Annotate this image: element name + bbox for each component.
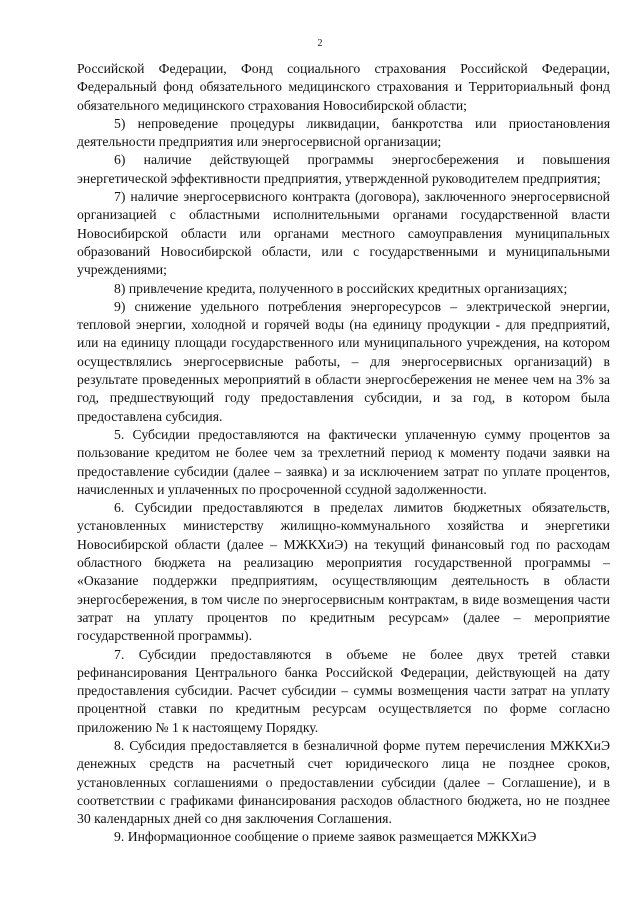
paragraph-continuation: Российской Федерации, Фонд социального страхования Российской Федерации, Федеральный фонд обязательного медицинского страхования и Территориальный фонд обязательного медицинского страхования Новосибирской области; (77, 61, 610, 113)
paragraph-clause-7: 7. Субсидии предоставляются в объеме не более двух третей ставки рефинансирования Центрального банка Российской Федерации, действующей на дату предоставления субсидии. Расчет субсидии – суммы возмещения части затрат на уплату процентной ставки по кредитным ресурсам осуществляется по форме согласно приложению № 1 к настоящему Порядку. (77, 646, 610, 735)
paragraph-clause-5: 5. Субсидии предоставляются на фактически уплаченную сумму процентов за пользование кредитом не более чем за трехлетний период к моменту подачи заявки на предоставление субсидии (далее – заявка) и за исключением затрат по уплате процентов, начисленных и уплаченных по просроченной ссудной задолженности. (77, 426, 610, 497)
document-body (77, 60, 610, 847)
paragraph-clause-9: 9. Информационное сообщение о приеме заявок размещается МЖКХиЭ (114, 829, 537, 845)
paragraph-clause-6: 6. Субсидии предоставляются в пределах лимитов бюджетных обязательств, установленных министерству жилищно-коммунального хозяйства и энергетики Новосибирской области (далее – МЖКХиЭ) на текущий финансовый год по расходам областного бюджета на реализацию мероприятия государственной программы – «Оказание поддержки предприятиям, осуществляющим деятельность в области энергосбережения, в том числе по энергосервисным контрактам, в виде возмещения части затрат на уплату процентов по кредитным ресурсам» (далее – мероприятие государственной программы). (77, 500, 610, 644)
paragraph-item-6: 6) наличие действующей программы энергосбережения и повышения энергетической эффективности предприятия, утвержденной руководителем предприятия; (77, 152, 610, 186)
page-number: 2 (317, 38, 323, 49)
paragraph-item-8: 8) привлечение кредита, полученного в российских кредитных организациях; (114, 280, 568, 296)
paragraph-item-5: 5) непроведение процедуры ликвидации, банкротства или приостановления деятельности предприятия или энергосервисной организации; (77, 115, 610, 150)
paragraph-clause-8: 8. Субсидия предоставляется в безналичной форме путем перечисления МЖКХиЭ денежных средств на расчетный счет юридического лица не позднее сроков, установленных соглашениями о предоставлении субсидии (далее – Соглашение), и в соответствии с графиками финансирования расходов областного бюджета, но не позднее 30 календарных дней со дня заключения Соглашения. (77, 737, 610, 827)
paragraph-item-9: 9) снижение удельного потребления энергоресурсов – электрической энергии, тепловой энергии, холодной и горячей воды (на единицу продукции - для предприятий, или на единицу площади государственного или муниципального учреждения, на котором осуществлялись энергосервисные работы, – для энергосервисных организаций) в результате проведенных мероприятий в области энергосбережения не менее чем на 3% за год, предшествующий году предоставления субсидии, и за год, в котором была предоставлена субсидия. (77, 298, 610, 424)
paragraph-item-7: 7) наличие энергосервисного контракта (договора), заключенного энергосервисной организацией с областными исполнительными органами государственной власти Новосибирской области или органами местного самоуправления муниципальных образований Новосибирской области, или с государственными и муниципальными учреждениями; (77, 189, 610, 278)
